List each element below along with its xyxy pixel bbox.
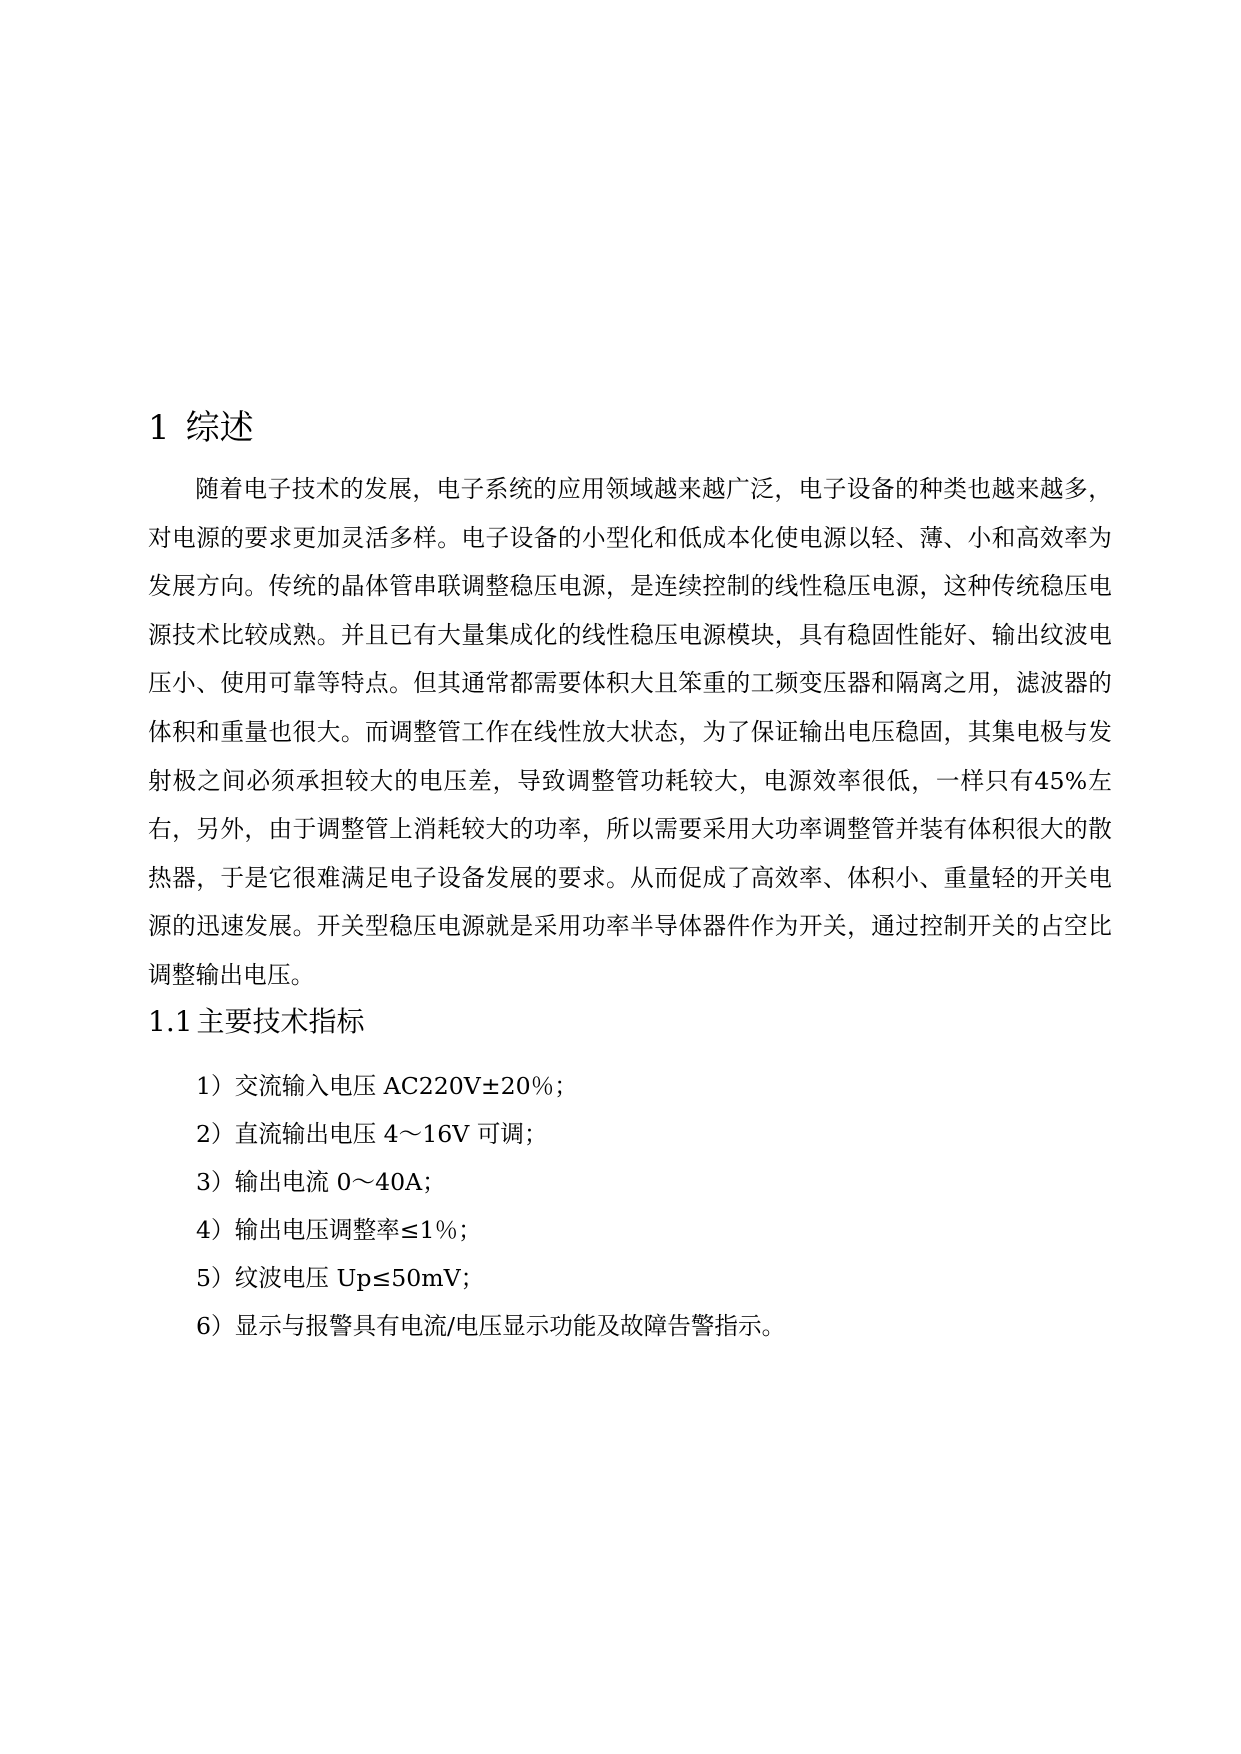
spec-item: 1）交流输入电压 AC220V±20％； (196, 1072, 578, 1100)
section-number: 1 (148, 408, 170, 448)
subsection-title-text: 主要技术指标 (196, 1005, 365, 1038)
spec-item: 2）直流输出电压 4～16V 可调； (196, 1120, 548, 1148)
spec-item: 3）输出电流 0～40A； (196, 1168, 446, 1196)
section-paragraph: 随着电子技术的发展，电子系统的应用领域越来越广泛，电子设备的种类也越来越多，对电源的要求更加灵活多样。电子设备的小型化和低成本化使电源以轻、薄、小和高效率为发展方向。传统的晶体管串联调整稳压电源，是连续控制的线性稳压电源，这种传统稳压电源技术比较成熟。并且已有大量集成化的线性稳压电源模块，具有稳固性能好、输出纹波电压小、使用可靠等特点。但其通常都需要体积大且笨重的工频变压器和隔离之用，滤波器的体积和重量也很大。而调整管工作在线性放大状态，为了保证输出电压稳固，其集电极与发射极之间必须承担较大的电压差，导致调整管功耗较大，电源效率很低，一样只有45%左右，另外，由于调整管上消耗较大的功率，所以需要采用大功率调整管并装有体积很大的散热器，于是它很难满足电子设备发展的要求。从而促成了高效率、体积小、重量轻的开关电源的迅速发展。开关型稳压电源就是采用功率半导体器件作为开关，通过控制开关的占空比调整输出电压。 (148, 475, 1112, 989)
spec-item: 5）纹波电压 Up≤50mV； (196, 1264, 485, 1292)
subsection-number: 1.1 (148, 1005, 193, 1038)
spec-item: 4）输出电压调整率≤1％； (196, 1216, 482, 1244)
spec-item: 6）显示与报警具有电流/电压显示功能及故障告警指示。 (196, 1312, 786, 1340)
subsection-title (148, 1002, 365, 1042)
section-title (148, 405, 254, 451)
section-title-text: 综述 (185, 408, 254, 448)
spec-list (196, 1062, 785, 1350)
